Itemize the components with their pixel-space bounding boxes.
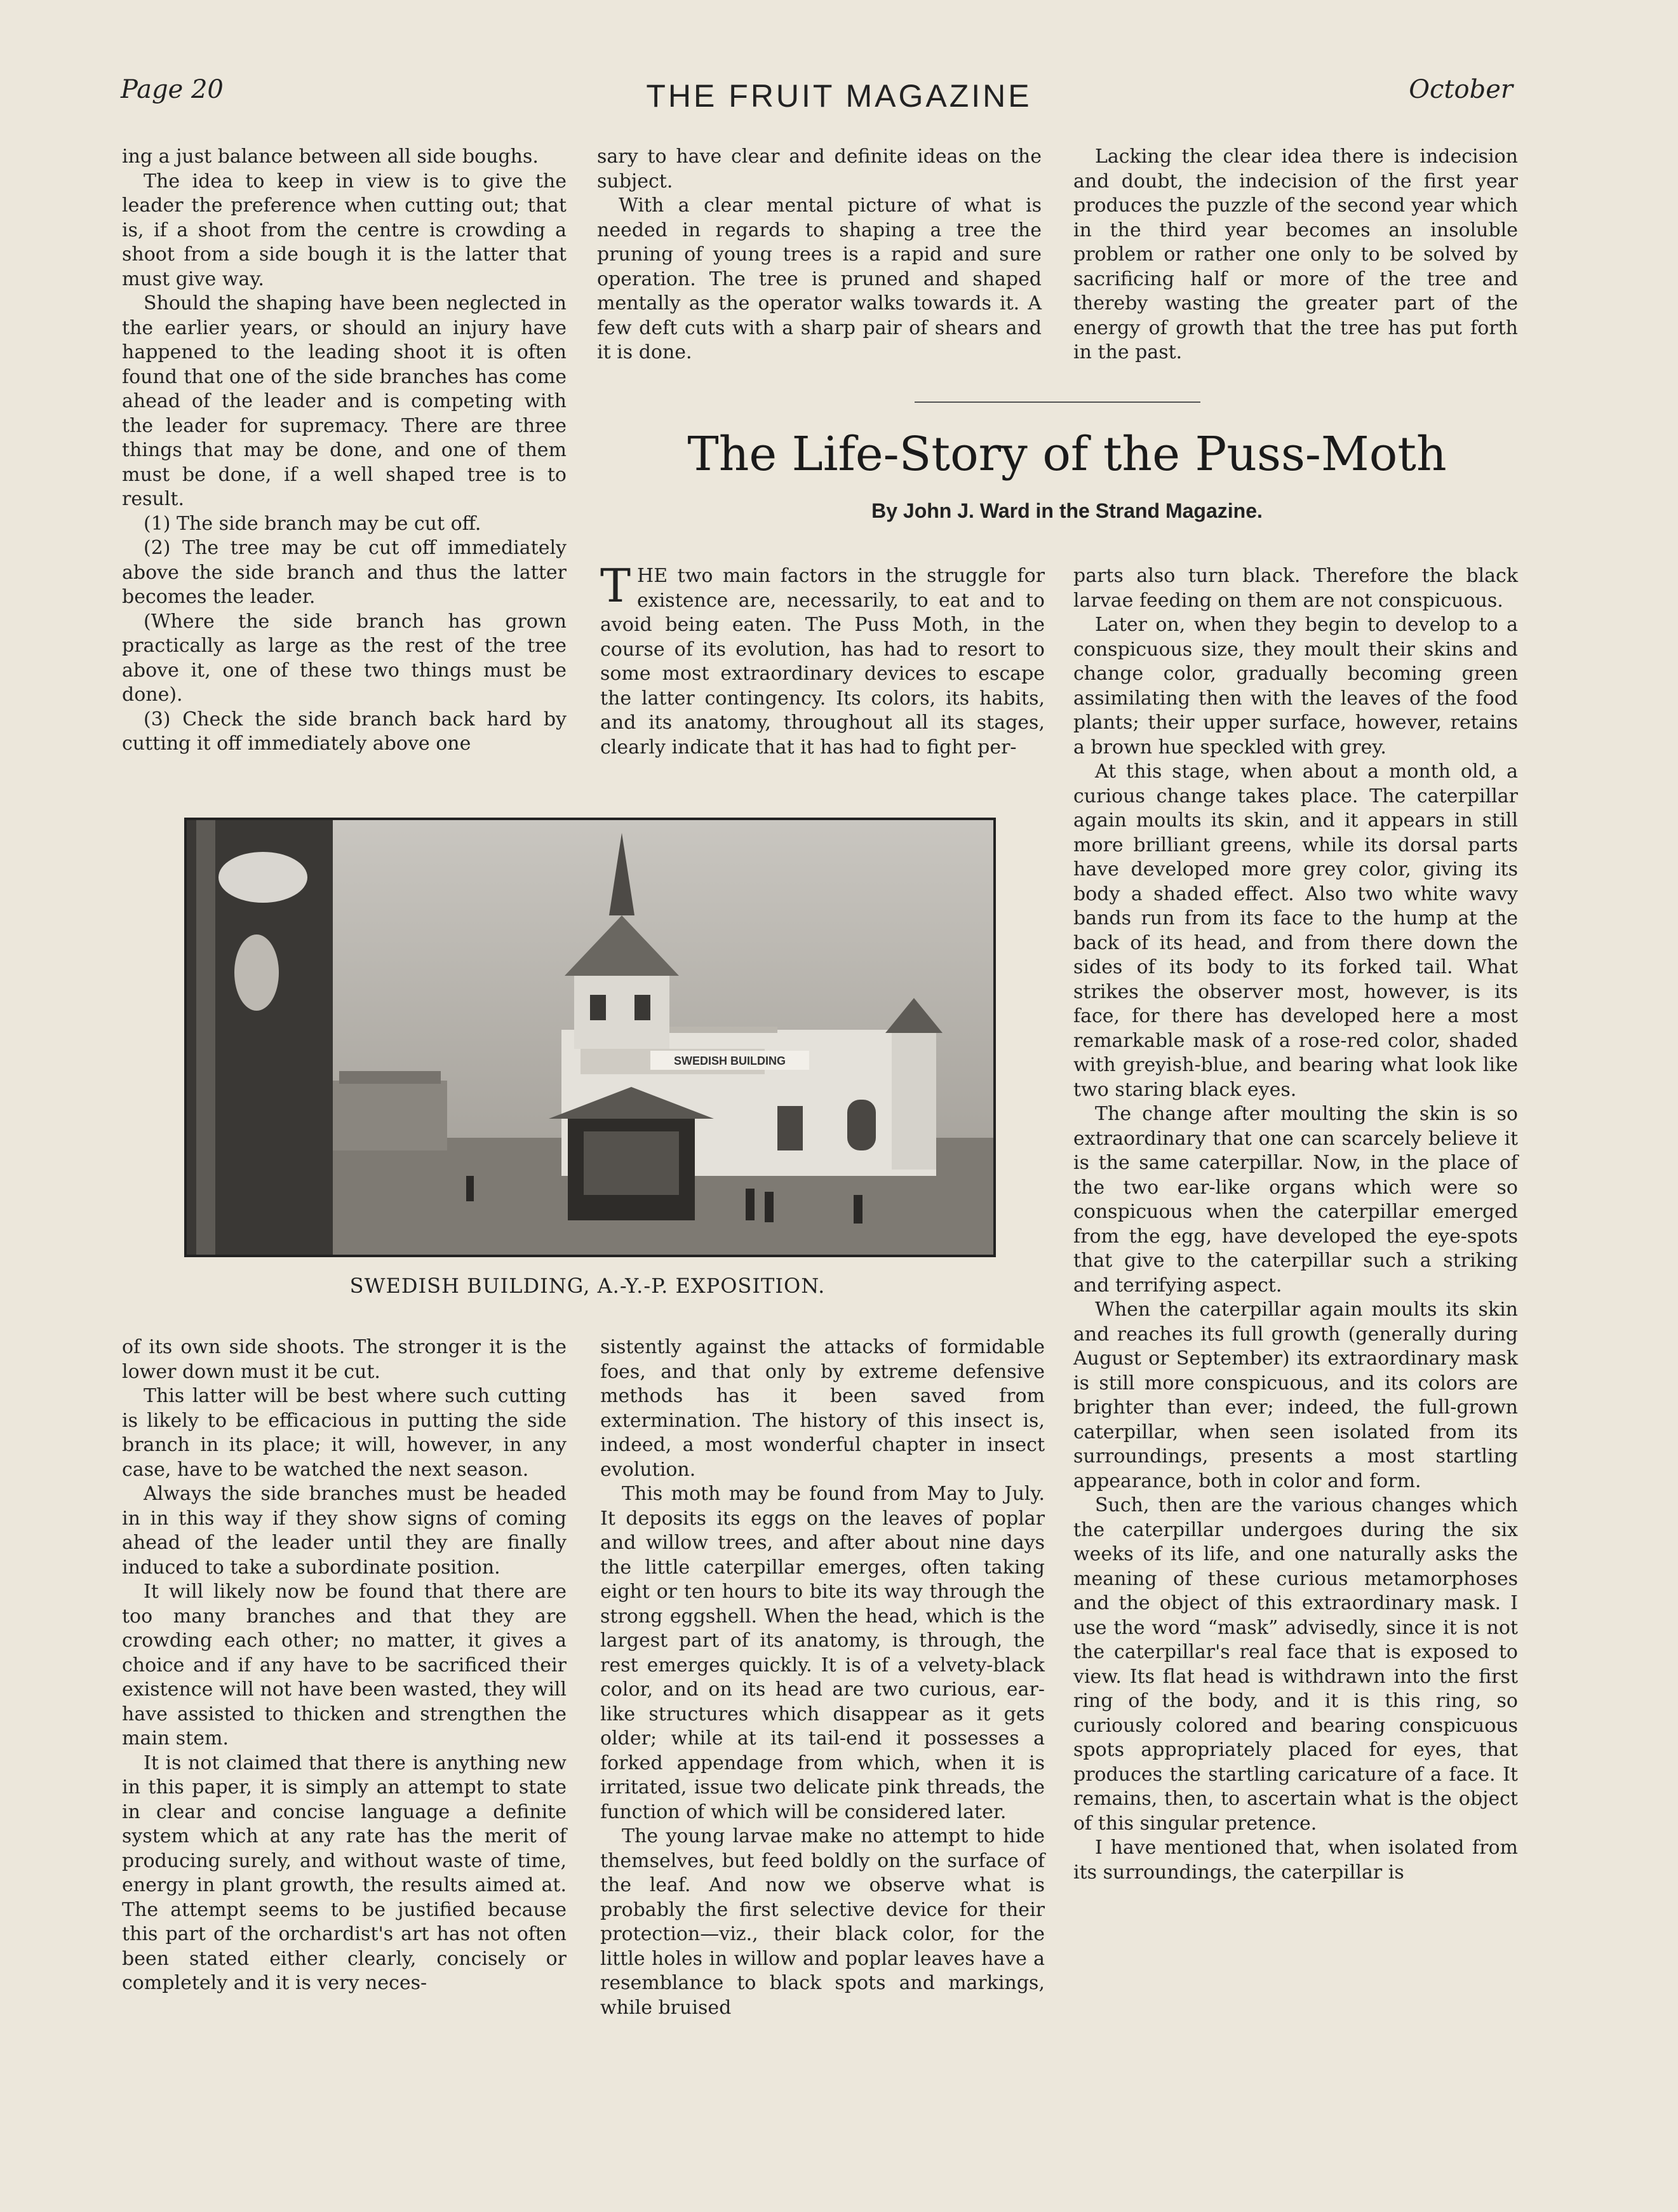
magazine-title: THE FRUIT MAGAZINE [646,78,1032,114]
paragraph: of its own side shoots. The stronger it is the lower down must it be cut. [122,1336,567,1383]
exposition-photo [184,818,996,1257]
paragraph: Later on, when they begin to develop to a conspicuous size, they moult their skins and change color, gradually becoming green assimilating then with the leaves of the food plants; their upper surface, however, retains a brown hue speckled with grey. [1073,614,1518,759]
paragraph: The change after moulting the skin is so extraordinary that one can scarcely believe it is the same caterpillar. Now, in the place of the two ear-like organs which were so conspicuous when the caterpillar emerged from the egg, have developed the eye-spots that give to the caterpillar such a striking and terrifying aspect. [1073,1103,1518,1297]
drop-cap: T [600,559,631,612]
column-top-middle [597,145,1042,365]
paragraph: Lacking the clear idea there is indecision and doubt, the indecision of the first year produces the puzzle of the second year which in the third year becomes an insoluble problem or rather one only to be solved by sacrificing half or more of the tree and thereby wasting the greater part of the energy of growth that the tree has put forth in the past. [1073,145,1518,363]
swedish-building-illustration [187,820,993,1255]
paragraph: Should the shaping have been neglected in the earlier years, or should an injury have happened to the leading shoot it is often found that one of the side branches has come ahead of the leader and is competing with the leader for supremacy. There are three things that may be done, and one of them must be done, if a well shaped tree is to result. [122,292,567,510]
paragraph: The young larvae make no attempt to hide themselves, but feed boldly on the surface of the leaf. And now we observe what is probably the first selective device for their protection—viz., their black color, for the little holes in willow and poplar leaves have a resemblance to black spots and markings, while bruised [600,1825,1045,2019]
paragraph: At this stage, when about a month old, a curious change takes place. The caterpillar again moults its skin, and it appears in still more brilliant greens, while its dorsal parts have developed more grey color, giving its body a shaded effect. Also two white wavy bands run from its face to the hump at the back of its head, and from there down the sides of its body to its forked tail. What strikes the observer most, however, is its face, for there has developed here a most remarkable mask of a rose-red color, shaded with greyish-blue, and bearing what look like two staring black eyes. [1073,760,1518,1101]
paragraph: This latter will be best where such cutting is likely to be efficacious in putting the side branch in its place; it will, however, in any case, have to be watched the next season. [122,1385,567,1481]
paragraph: (1) The side branch may be cut off. [144,512,481,535]
paragraph: ing a just balance between all side boughs. [122,145,539,168]
column-bottom-middle [600,1335,1045,2020]
article-byline: By John J. Ward in the Strand Magazine. [871,499,1263,522]
photo-caption: SWEDISH BUILDING, A.-Y.-P. EXPOSITION. [349,1274,826,1298]
article-intro [600,559,1045,760]
paragraph: With a clear mental picture of what is needed in regards to shaping a tree the pruning of young trees is a rapid and sure operation. The tree is pruned and shaped mentally as the operator walks towards it. A few deft cuts with a sharp pair of shears and it is done. [597,194,1042,363]
paragraph: (Where the side branch has grown practically as large as the rest of the tree above it, one of these two things must be done). [122,610,567,706]
building-sign: SWEDISH BUILDING [673,1055,786,1067]
paragraph: (3) Check the side branch back hard by cutting it off immediately above one [122,708,567,755]
paragraph: I have mentioned that, when isolated from its surroundings, the caterpillar is [1073,1837,1518,1884]
section-divider [915,401,1200,403]
page-number: Page 20 [121,75,224,104]
issue-month: October [1409,75,1513,104]
column-top-right [1073,145,1518,365]
column-bottom-left [122,1335,567,1996]
paragraph: It will likely now be found that there are too many branches and that they are crowding each other; no matter, it gives a choice and if any have to be sacrificed their existence will not have been wasted, they will have assisted to thicken and strengthen the main stem. [122,1581,567,1750]
paragraph: Always the side branches must be headed in in this way if they show signs of coming ahead of the leader until they are finally induced to take a subordinate position. [122,1483,567,1579]
paragraph: sary to have clear and definite ideas on the subject. [597,145,1042,192]
paragraph: parts also turn black. Therefore the black larvae feeding on them are not conspicuous. [1073,565,1518,612]
paragraph: Such, then are the various changes which the caterpillar undergoes during the six weeks of its life, and one naturally asks the meaning of these curious metamorphoses and the object of this extraordinary mask. I use the word “mask” advisedly, since it is not the caterpillar's real face that is exposed to view. Its flat head is withdrawn into the first ring of the body, and it is this ring, so curiously colored and bearing conspicuous spots appropriately placed for eyes, that produces the startling caricature of a face. It remains, then, to ascertain what is the object of this singular pretence. [1073,1494,1518,1835]
paragraph: HE two main factors in the struggle for existence are, necessarily, to eat and to avoid being eaten. The Puss Moth, in the course of its evolution, has had to resort to some most extraordinary devices to escape the latter contingency. Its colors, its habits, and its anatomy, throughout all its stages, clearly indicate that it has had to fight per- [600,565,1045,759]
paragraph: It is not claimed that there is anything new in this paper, it is simply an attempt to state in clear and concise language a definite system which at any rate has the merit of producing surely, and without waste of time, energy in plant growth, the results aimed at. The attempt seems to be justified because this part of the orchardist's art has not often been stated either clearly, concisely or completely and it is very neces- [122,1751,567,1994]
column-top-left [122,145,567,757]
paragraph: sistently against the attacks of formidable foes, and that only by extreme defensive methods has it been saved from extermination. The history of this insect is, indeed, a most wonderful chapter in insect evolution. [600,1336,1045,1481]
paragraph: The idea to keep in view is to give the leader the preference when cutting out; that is, if a shoot from the centre is crowding a shoot from a side bough it is the latter that must give way. [122,170,567,290]
column-right [1073,564,1518,1885]
paragraph: This moth may be found from May to July. It deposits its eggs on the leaves of poplar and willow trees, and after about nine days the little caterpillar emerges, often taking eight or ten hours to bite its way through the strong eggshell. When the head, which is the largest part of its anatomy, is through, the rest emerges quickly. It is of a velvety-black color, and on its head are two curious, ear-like structures which disappear as it gets older; while at its tail-end it possesses a forked appendage from which, when it is irritated, issue two delicate pink threads, the function of which will be considered later. [600,1483,1045,1823]
paragraph: When the caterpillar again moults its skin and reaches its full growth (generally during August or September) its extraordinary mask is still more conspicuous, and its colors are brighter than ever; indeed, the full-grown caterpillar, when seen isolated from its surroundings, presents a most startling appearance, both in color and form. [1073,1298,1518,1492]
article-title: The Life-Story of the Puss-Moth [687,427,1447,482]
paragraph: (2) The tree may be cut off immediately above the side branch and thus the latter becomes the leader. [122,537,567,608]
